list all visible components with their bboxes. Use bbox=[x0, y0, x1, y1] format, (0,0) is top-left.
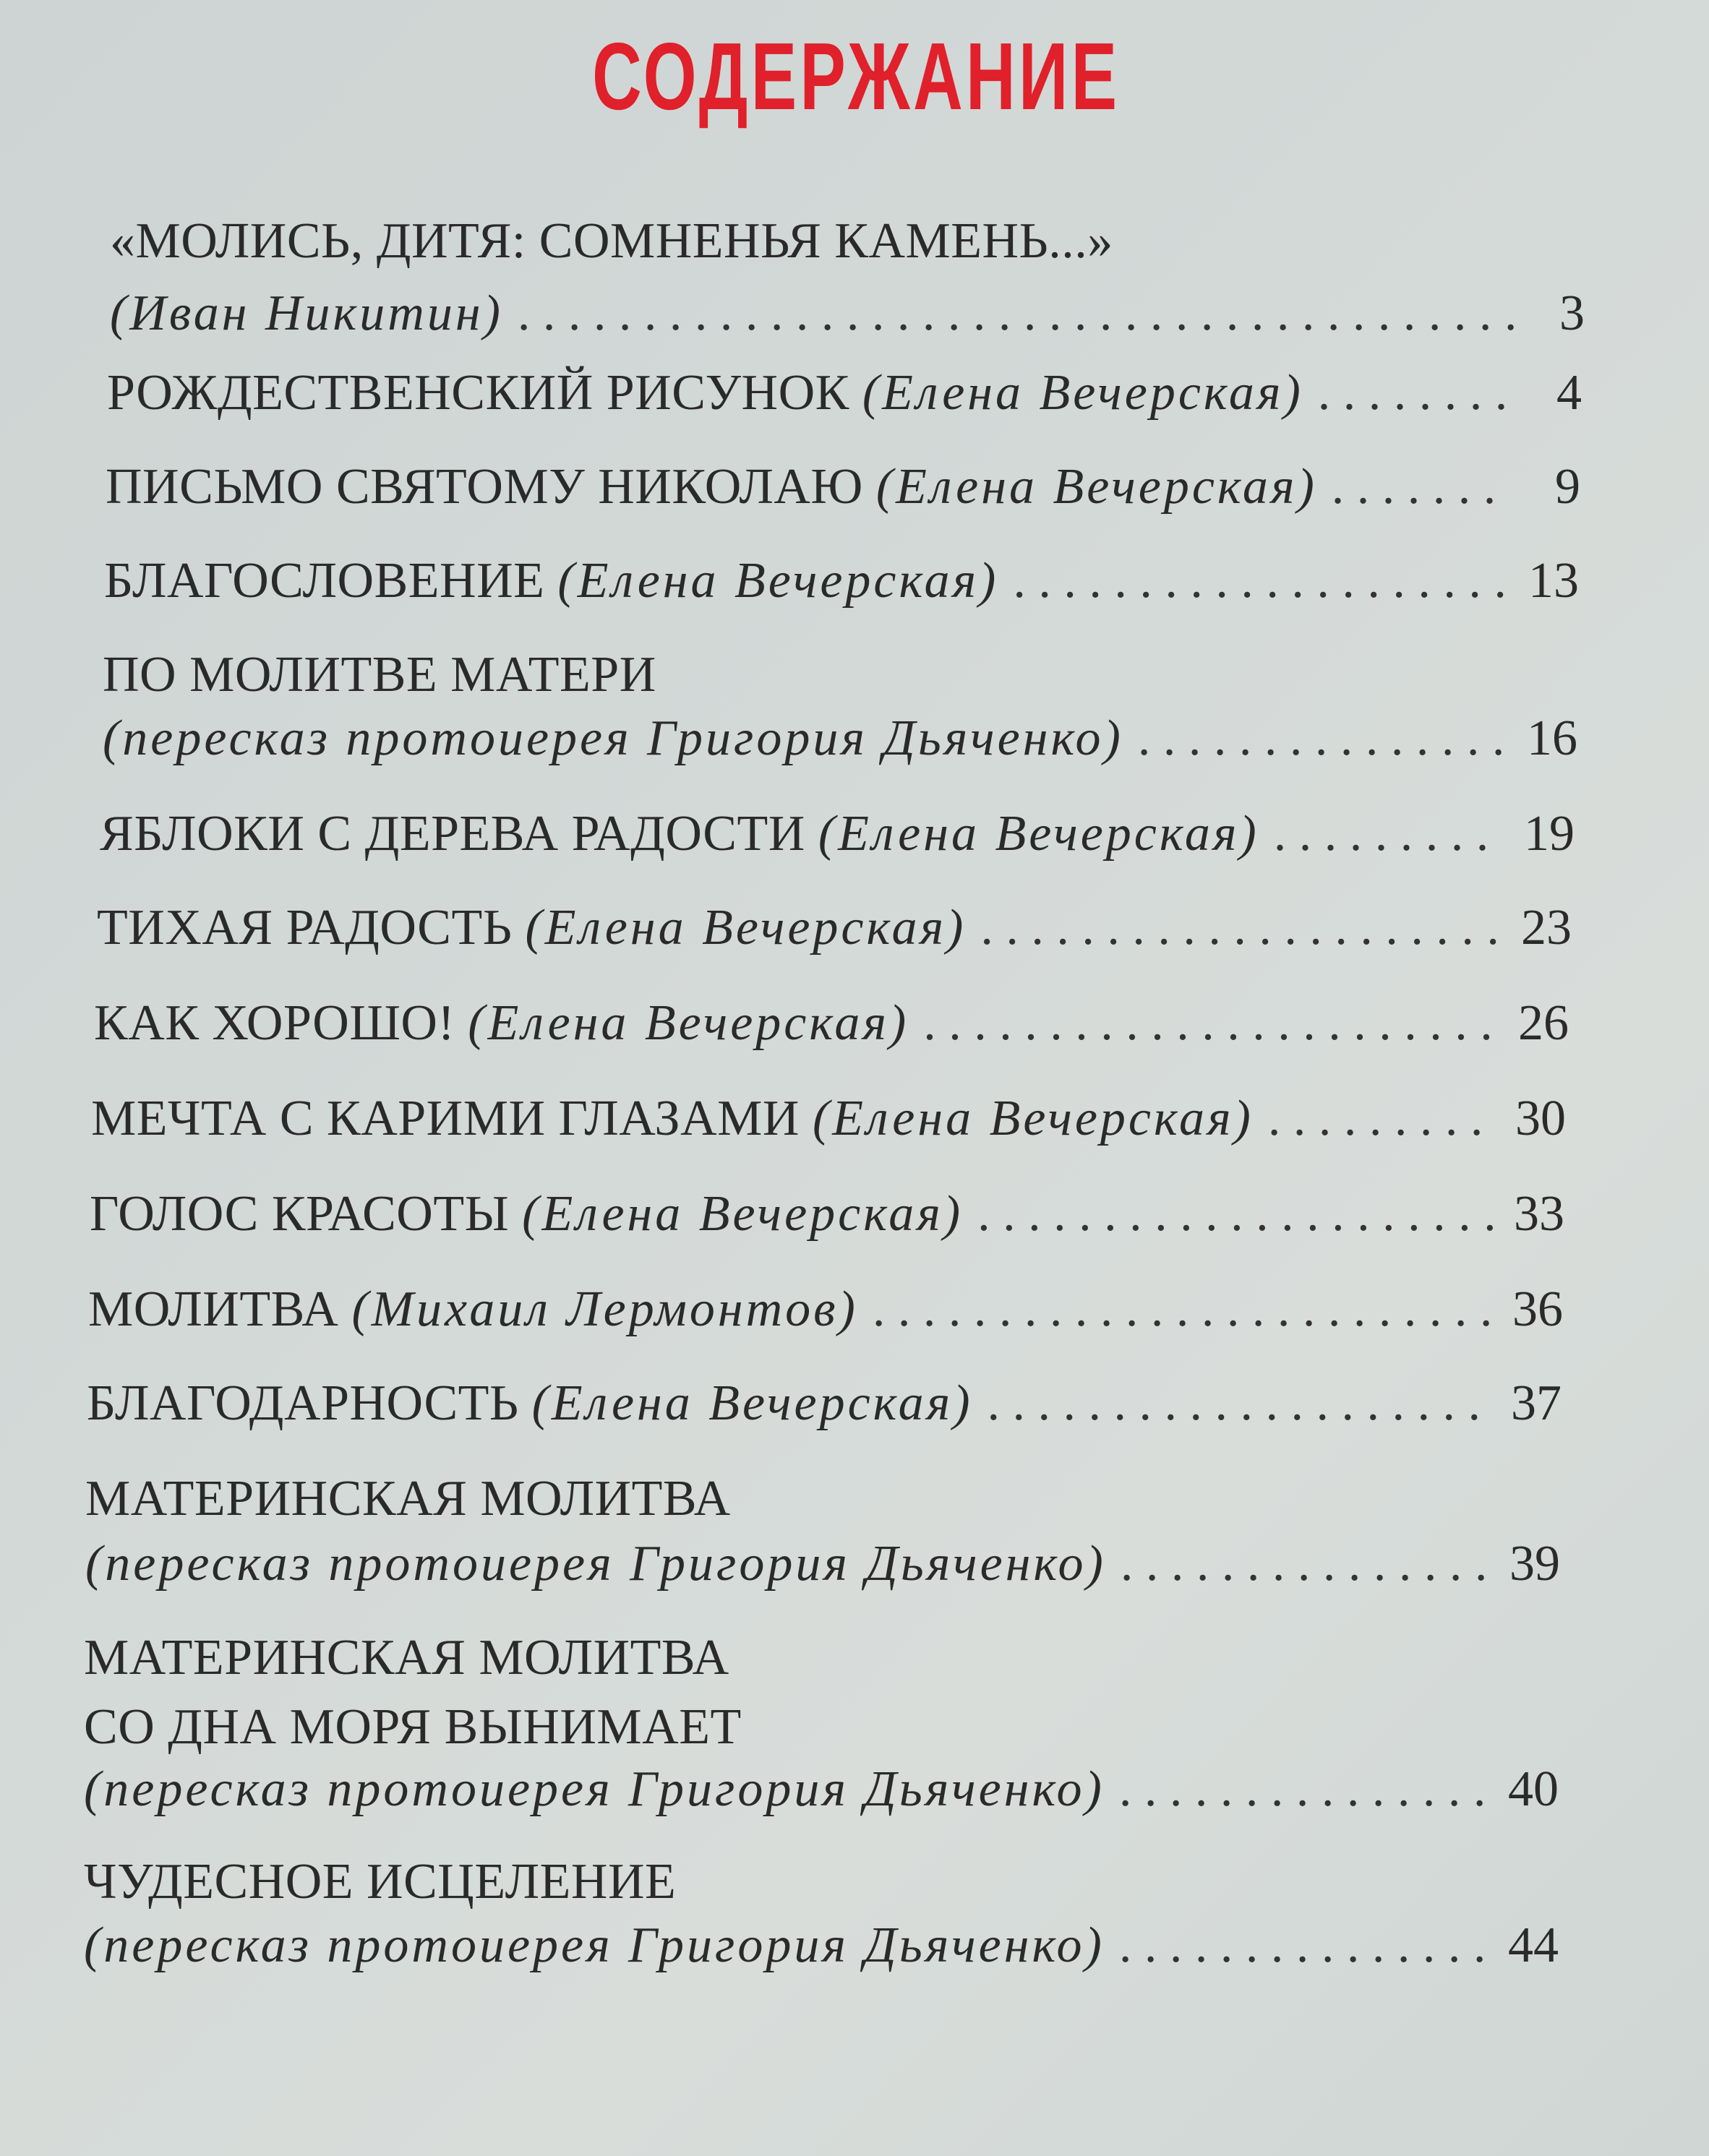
toc-entry-title: ЧУДЕСНОЕ ИСЦЕЛЕНИЕ bbox=[84, 1854, 677, 1910]
toc-entry-page-number: 19 bbox=[1524, 806, 1575, 862]
toc-entry[interactable] bbox=[100, 802, 1575, 889]
dot-leader bbox=[1121, 1532, 1489, 1596]
toc-entry-title: ПИСЬМО СВЯТОМУ НИКОЛАЮ bbox=[106, 459, 863, 515]
toc-entry-title: БЛАГОСЛОВЕНИЕ bbox=[104, 553, 545, 609]
toc-entry[interactable] bbox=[91, 1087, 1566, 1174]
toc-entry[interactable] bbox=[87, 1372, 1562, 1459]
dot-leader bbox=[923, 992, 1498, 1055]
dot-leader bbox=[1119, 1758, 1488, 1821]
toc-entry-title-line-2: СО ДНА МОРЯ ВЫНИМАЕТ bbox=[84, 1699, 742, 1755]
toc-entry[interactable] bbox=[84, 1850, 1559, 2001]
toc-entry-title: «МОЛИСЬ, ДИТЯ: СОМНЕНЬЯ КАМЕНЬ...» bbox=[110, 213, 1113, 269]
dot-leader bbox=[977, 1182, 1494, 1246]
dot-leader bbox=[1318, 361, 1511, 425]
toc-entry[interactable] bbox=[97, 896, 1572, 983]
toc-entry-author: (Елена Вечерская) bbox=[557, 553, 999, 609]
toc-entry-author: (Елена Вечерская) bbox=[862, 365, 1303, 421]
toc-entry[interactable] bbox=[90, 1182, 1564, 1269]
toc-entry-author: (Елена Вечерская) bbox=[468, 995, 909, 1051]
toc-entry-page-number: 44 bbox=[1508, 1917, 1559, 1973]
toc-entry-title: БЛАГОДАРНОСТЬ bbox=[87, 1375, 519, 1431]
toc-entry-title: МЕЧТА С КАРИМИ ГЛАЗАМИ bbox=[91, 1091, 800, 1146]
toc-entry-page-number: 40 bbox=[1508, 1761, 1559, 1817]
toc-entry-title: РОЖДЕСТВЕНСКИЙ РИСУНОК bbox=[107, 365, 849, 421]
toc-entry-author: (Михаил Лермонтов) bbox=[351, 1281, 858, 1337]
dot-leader bbox=[1274, 802, 1504, 866]
toc-entry-page-number: 16 bbox=[1527, 710, 1577, 766]
toc-entry-author: (Елена Вечерская) bbox=[525, 900, 967, 955]
toc-entry-author: (пересказ протоиерея Григория Дьяченко) bbox=[103, 710, 1123, 766]
toc-entry-author: (Елена Вечерская) bbox=[522, 1186, 964, 1242]
toc-entry[interactable] bbox=[106, 455, 1580, 542]
toc-entry-title: МАТЕРИНСКАЯ МОЛИТВА bbox=[84, 1630, 729, 1685]
dot-leader bbox=[1138, 707, 1507, 770]
toc-entry-page-number: 26 bbox=[1518, 995, 1569, 1051]
toc-entry[interactable] bbox=[110, 210, 1585, 369]
toc-entry-title: ГОЛОС КРАСОТЫ bbox=[90, 1186, 510, 1242]
toc-entry-author: (пересказ протоиерея Григория Дьяченко) bbox=[84, 1917, 1105, 1973]
dot-leader bbox=[980, 896, 1501, 960]
toc-entry-page-number: 4 bbox=[1556, 365, 1582, 421]
toc-entry[interactable] bbox=[103, 643, 1577, 794]
toc-entry-page-number: 23 bbox=[1521, 900, 1572, 955]
toc-entry-author: (Иван Никитин) bbox=[110, 285, 503, 341]
toc-entry-page-number: 13 bbox=[1528, 553, 1579, 609]
page-title: СОДЕРЖАНИЕ bbox=[592, 23, 1121, 129]
toc-entry-title: ЯБЛОКИ С ДЕРЕВА РАДОСТИ bbox=[100, 806, 805, 862]
dot-leader bbox=[1332, 455, 1509, 519]
toc-entry-page-number: 36 bbox=[1512, 1281, 1563, 1337]
toc-entry-title: КАК ХОРОШО! bbox=[94, 995, 455, 1051]
toc-entry-author: (пересказ протоиерея Григория Дьяченко) bbox=[84, 1761, 1105, 1817]
dot-leader bbox=[873, 1278, 1492, 1341]
dot-leader bbox=[1268, 1087, 1495, 1151]
toc-entry-title: ТИХАЯ РАДОСТЬ bbox=[97, 900, 513, 955]
dot-leader bbox=[988, 1372, 1491, 1435]
toc-entry[interactable] bbox=[88, 1278, 1563, 1365]
toc-entry[interactable] bbox=[94, 992, 1569, 1078]
toc-entry-title: МОЛИТВА bbox=[88, 1281, 339, 1337]
toc-entry-author: (Елена Вечерская) bbox=[812, 1091, 1254, 1146]
toc-entry-author: (Елена Вечерская) bbox=[531, 1375, 973, 1431]
toc-entry-author: (пересказ протоиерея Григория Дьяченко) bbox=[85, 1536, 1106, 1592]
toc-entry-page-number: 3 bbox=[1559, 285, 1585, 341]
toc-entry-page-number: 37 bbox=[1511, 1375, 1562, 1431]
toc-entry[interactable] bbox=[104, 549, 1579, 636]
toc-entry[interactable] bbox=[107, 361, 1582, 448]
toc-entry-title: ПО МОЛИТВЕ МАТЕРИ bbox=[103, 647, 656, 703]
toc-entry-page-number: 39 bbox=[1509, 1536, 1560, 1592]
toc-entry-page-number: 33 bbox=[1514, 1186, 1564, 1242]
toc-entry-page-number: 9 bbox=[1555, 459, 1580, 515]
dot-leader bbox=[518, 282, 1514, 345]
dot-leader bbox=[1119, 1914, 1488, 1977]
dot-leader bbox=[1013, 549, 1508, 613]
toc-entry-author: (Елена Вечерская) bbox=[875, 459, 1317, 515]
toc-entry-author: (Елена Вечерская) bbox=[818, 806, 1259, 862]
toc-entry[interactable] bbox=[84, 1626, 1559, 1844]
toc-entry-title: МАТЕРИНСКАЯ МОЛИТВА bbox=[85, 1471, 731, 1526]
toc-entry[interactable] bbox=[85, 1467, 1560, 1619]
toc-entry-page-number: 30 bbox=[1515, 1091, 1566, 1146]
